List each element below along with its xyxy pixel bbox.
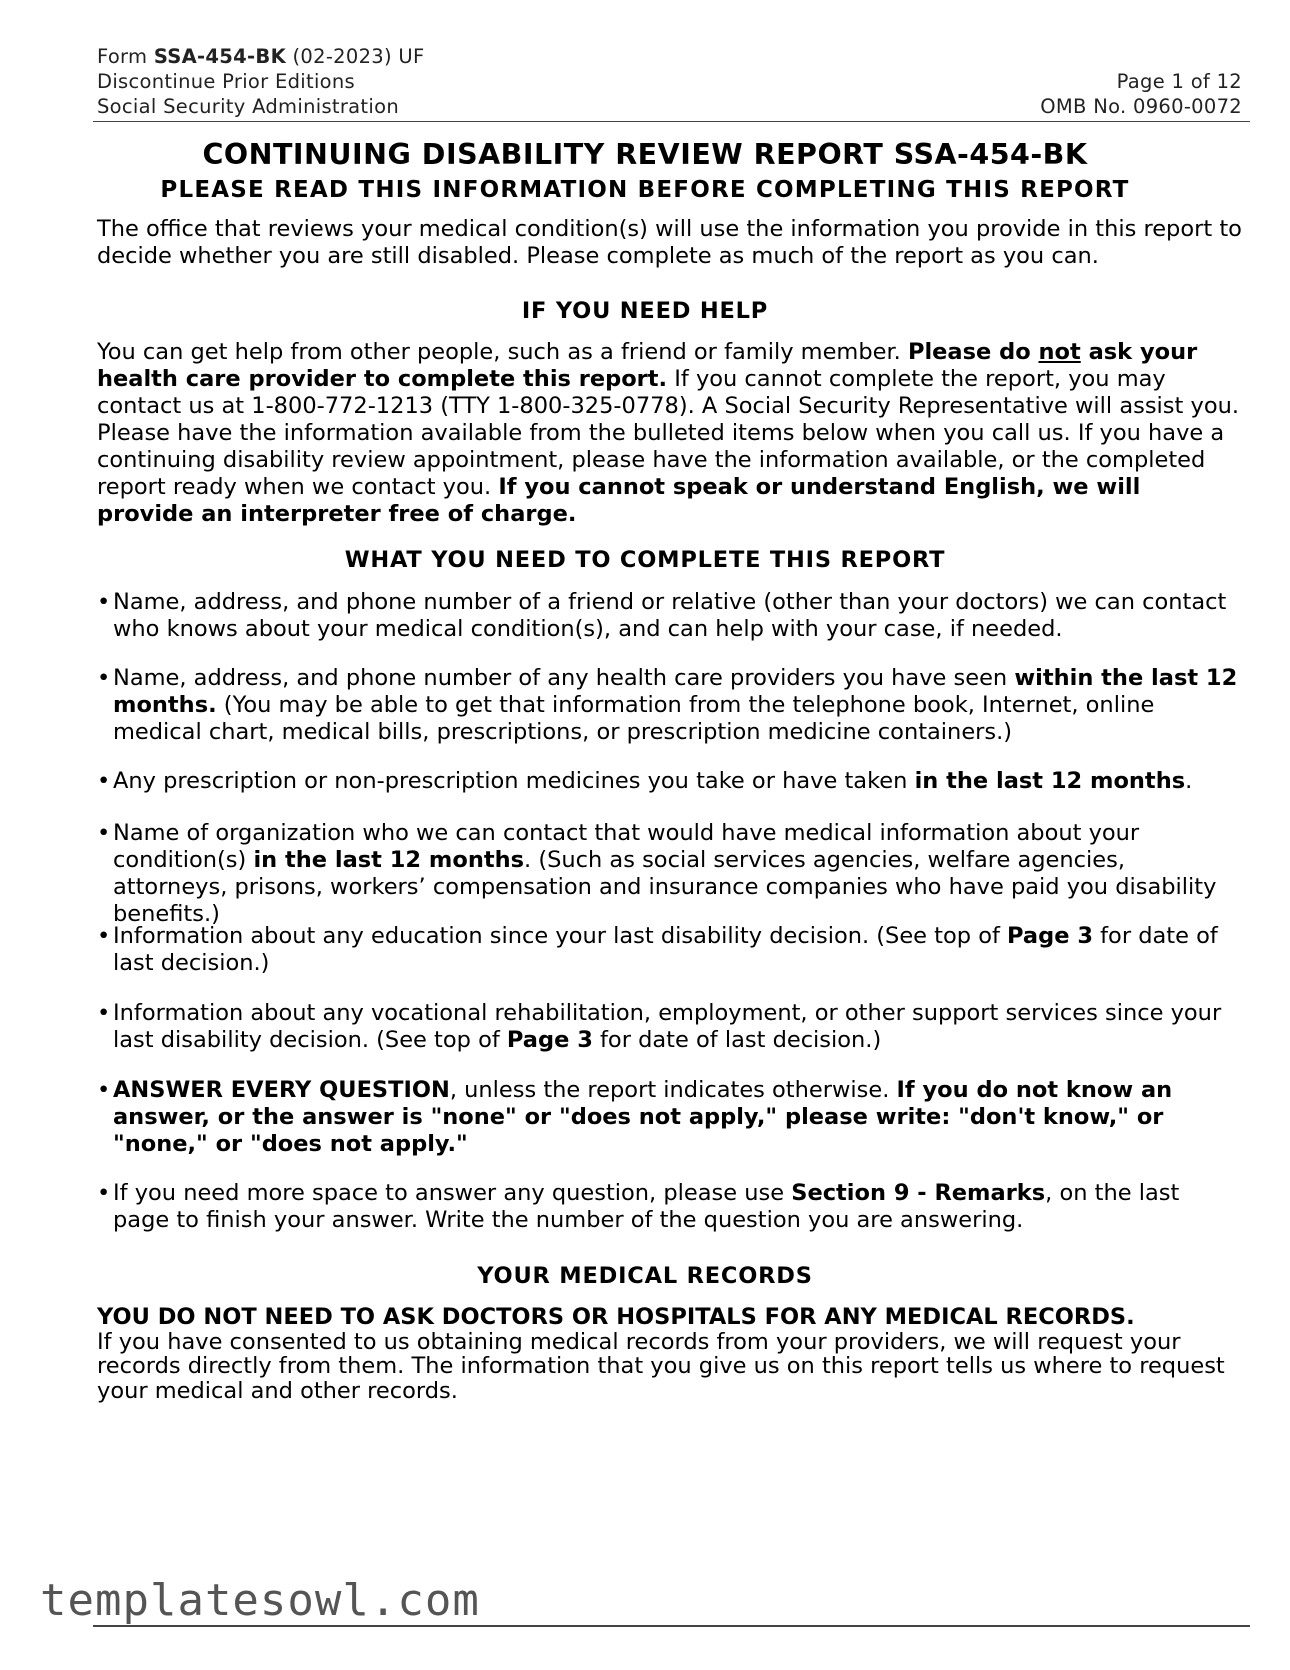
list-item: • Information about any vocational rehabilitation, employment, or other support services since your last disability decision. (See top of Page 3 for date of last decision.) xyxy=(97,1000,1222,1053)
watermark-text: templatesowl.com xyxy=(40,1575,480,1626)
help-paragraph: You can get help from other people, such as a friend or family member. Please do not ask your health care provider to complete this report. If you cannot complete the report, you may contact us at 1-800-772-1213 (TTY 1-800-325-0778). A Social Security Representative will assist you. Please have the information available from the bulleted items below when you call us. If you have a continuing disability review appointment, please have the information available, or the completed report ready when we contact you. If you cannot speak or understand English, we will provide an interpreter free of charge. xyxy=(97,339,1239,527)
need-heading: WHAT YOU NEED TO COMPLETE THIS REPORT xyxy=(344,547,946,573)
list-item: • Any prescription or non-prescription medicines you take or have taken in the last 12 months. xyxy=(97,768,1193,794)
form-title: CONTINUING DISABILITY REVIEW REPORT SSA-454-BK xyxy=(202,138,1088,171)
form-id: Form SSA-454-BK (02-2023) UF xyxy=(97,45,425,68)
page-number: Page 1 of 12 xyxy=(1116,70,1242,93)
list-item: • ANSWER EVERY QUESTION, unless the report indicates otherwise. If you do not know an answer, or the answer is "none" or "does not apply," please write: "don't know," or "none," or "does not apply." xyxy=(97,1077,1173,1157)
list-item: • Name, address, and phone number of any health care providers you have seen within the last 12 months. (You may be able to get that information from the telephone book, Internet, online medical chart, medical bills, prescriptions, or prescription medicine containers.) xyxy=(97,665,1238,745)
header-divider xyxy=(93,121,1250,122)
footer-divider xyxy=(93,1625,1250,1627)
intro-paragraph: The office that reviews your medical condition(s) will use the information you provide in this report to decide whether you are still disabled. Please complete as much of the report as you can. xyxy=(97,216,1242,269)
list-item: • Information about any education since your last disability decision. (See top of Page 3 for date of last decision.) xyxy=(97,923,1218,976)
omb-number: OMB No. 0960-0072 xyxy=(1040,95,1242,118)
list-item: • Name, address, and phone number of a friend or relative (other than your doctors) we can contact who knows about your medical condition(s), and can help with your case, if needed. xyxy=(97,589,1227,642)
records-heading: YOUR MEDICAL RECORDS xyxy=(477,1263,813,1289)
agency-name: Social Security Administration xyxy=(97,95,399,118)
records-paragraph: YOU DO NOT NEED TO ASK DOCTORS OR HOSPITALS FOR ANY MEDICAL RECORDS. If you have consented to us obtaining medical records from your providers, we will request your records directly from them. The information that you give us on this report tells us where to request your medical and other records. xyxy=(97,1304,1225,1404)
discontinue-note: Discontinue Prior Editions xyxy=(97,70,356,93)
list-item: • If you need more space to answer any question, please use Section 9 - Remarks, on the last page to finish your answer. Write the number of the question you are answering. xyxy=(97,1180,1180,1233)
form-subtitle: PLEASE READ THIS INFORMATION BEFORE COMPLETING THIS REPORT xyxy=(160,177,1130,203)
form-header xyxy=(97,44,1242,119)
list-item: • Name of organization who we can contact that would have medical information about your condition(s) in the last 12 months. (Such as social services agencies, welfare agencies, attorneys, prisons, workers’ compensation and insurance companies who have paid you disability benefits.) xyxy=(97,820,1217,927)
help-heading: IF YOU NEED HELP xyxy=(521,298,769,324)
